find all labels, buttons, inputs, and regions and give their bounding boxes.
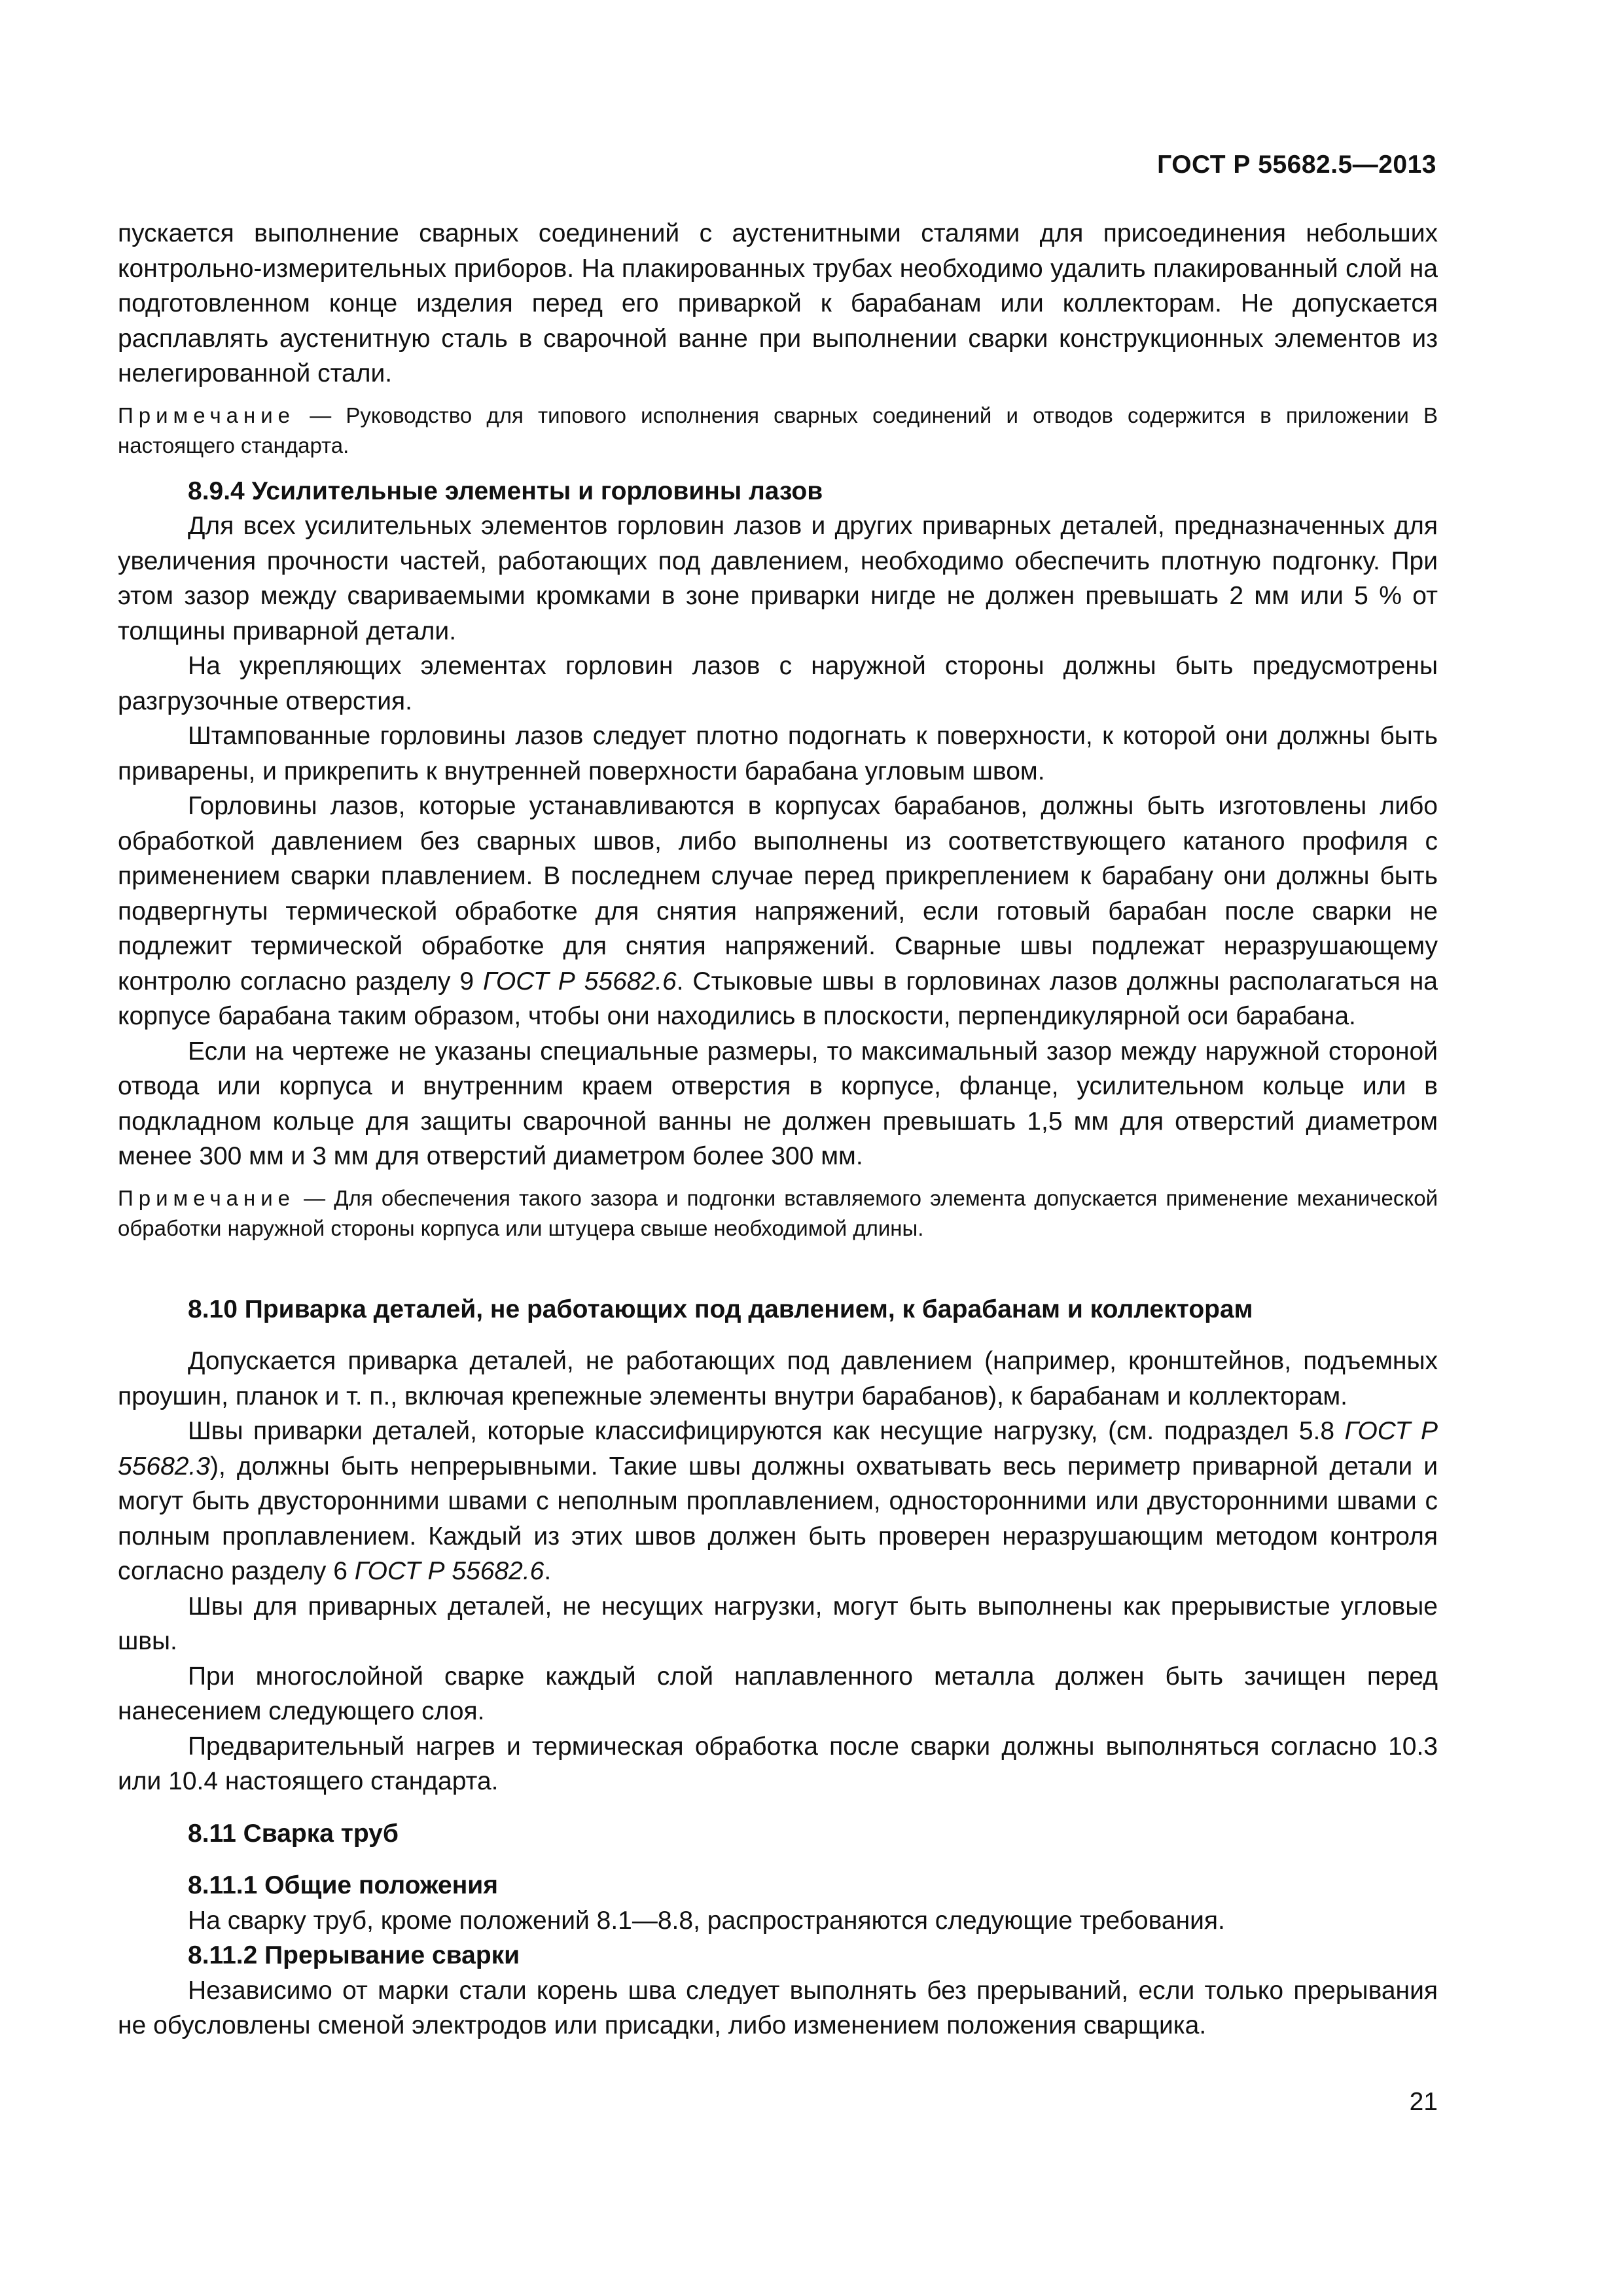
note-2 <box>118 1183 1438 1244</box>
paragraph: Если на чертеже не указаны специальные размеры, то максимальный зазор между наружной стороной отвода или корпуса и внутренним краем отверстия в корпусе, фланце, усилительном кольце или в подкладном кольце для защиты сварочной ванны не должен превышать 1,5 мм для отверстий диаметром менее 300 мм и 3 мм для отверстий диаметром более 300 мм. <box>118 1037 1438 1170</box>
paragraph: На сварку труб, кроме положений 8.1—8.8, распространяются следующие требования. <box>188 1906 1225 1935</box>
standard-reference: ГОСТ Р 55682.3 <box>118 1417 1438 1480</box>
paragraph: Для всех усилительных элементов горловин лазов и других приварных деталей, предназначенных для увеличения прочности частей, работающих под давлением, необходимо обеспечить плотную подгонку. При этом зазор между свариваемыми кромками в зоне приварки нигде не должен превышать 2 мм или 5 % от толщины приварной детали. <box>118 512 1438 645</box>
standard-reference: ГОСТ Р 55682.6 <box>354 1557 544 1585</box>
paragraph: При многослойной сварке каждый слой наплавленного металла должен быть зачищен перед нанесением следующего слоя. <box>118 1662 1438 1725</box>
paragraph <box>118 789 1438 1034</box>
heading-8-11-1: 8.11.1 Общие положения <box>188 1871 499 1899</box>
paragraph: Предварительный нагрев и термическая обработка после сварки должны выполняться согласно 10.3 или 10.4 настоящего стандарта. <box>118 1732 1438 1795</box>
page-body <box>118 216 1438 2043</box>
paragraph: Допускается приварка деталей, не работающих под давлением (например, кронштейнов, подъемных проушин, планок и т. п., включая крепежные элементы внутри барабанов), к барабанам и коллекторам. <box>118 1347 1438 1410</box>
page-number: 21 <box>1409 2088 1438 2116</box>
heading-8-11-2: 8.11.2 Прерывание сварки <box>188 1941 520 1969</box>
paragraph-text: ), должны быть непрерывными. Такие швы должны охватывать весь периметр приварной детали и могут быть двусторонними швами с неполным проплавлением, односторонними или двусторонними швами с полным проплавлением. Каждый из этих швов должен быть проверен неразрушающим методом контроля согласно разделу 6 <box>118 1452 1438 1585</box>
standard-reference: ГОСТ Р 55682.6 <box>482 967 677 996</box>
paragraph <box>118 1414 1438 1589</box>
paragraph: На укрепляющих элементах горловин лазов с наружной стороны должны быть предусмотрены разгрузочные отверстия. <box>118 652 1438 715</box>
note-text: — Руководство для типового исполнения сварных соединений и отводов содержится в приложении В настоящего стандарта. <box>118 403 1438 457</box>
paragraph: Штампованные горловины лазов следует плотно подогнать к поверхности, к которой они должны быть приварены, и прикрепить к внутренней поверхности барабана угловым швом. <box>118 722 1438 785</box>
document-code-header: ГОСТ Р 55682.5—2013 <box>1157 151 1436 179</box>
paragraph-text: . Стыковые швы в горловинах лазов должны располагаться на корпусе барабана таким образом, чтобы они находились в плоскости, перпендикулярной оси барабана. <box>118 967 1438 1030</box>
paragraph: Швы для приварных деталей, не несущих нагрузки, могут быть выполнены как прерывистые угловые швы. <box>118 1592 1438 1655</box>
paragraph-text: Горловины лазов, которые устанавливаются в корпусах барабанов, должны быть изготовлены либо обработкой давлением без сварных швов, либо выполнены из соответствующего катаного профиля с применением сварки плавлением. В последнем случае перед прикреплением к барабану они должны быть подвергнуты термической обработке для снятия напряжений, если готовый барабан после сварки не подлежит термической обработке для снятия напряжений. Сварные швы подлежат неразрушающему контролю согласно разделу 9 <box>118 792 1438 996</box>
heading-8-9-4: 8.9.4 Усилительные элементы и горловины лазов <box>188 476 823 505</box>
note-label: Примечание <box>118 1185 296 1210</box>
note-label: Примечание <box>118 403 296 427</box>
note-text: — Для обеспечения такого зазора и подгонки вставляемого элемента допускается применение механической обработки наружной стороны корпуса или штуцера свыше необходимой длины. <box>118 1185 1438 1240</box>
heading-8-10: 8.10 Приварка деталей, не работающих под давлением, к барабанам и коллекторам <box>188 1295 1253 1323</box>
note-1 <box>118 401 1438 461</box>
paragraph: Независимо от марки стали корень шва следует выполнять без прерываний, если только прерывания не обусловлены сменой электродов или присадки, либо изменением положения сварщика. <box>118 1976 1438 2039</box>
paragraph-text: Швы приварки деталей, которые классифицируются как несущие нагрузку, (см. подраздел 5.8 <box>188 1417 1345 1445</box>
paragraph-text: . <box>544 1557 552 1585</box>
paragraph-continuation: пускается выполнение сварных соединений с аустенитными сталями для присоединения небольших контрольно-измерительных приборов. На плакированных трубах необходимо удалить плакированный слой на подготовленном конце изделия перед его приваркой к барабанам или коллекторам. Не допускается расплавлять аустенитную сталь в сварочной ванне при выполнении сварки конструкционных элементов из нелегированной стали. <box>118 219 1438 387</box>
heading-8-11: 8.11 Сварка труб <box>188 1819 399 1848</box>
